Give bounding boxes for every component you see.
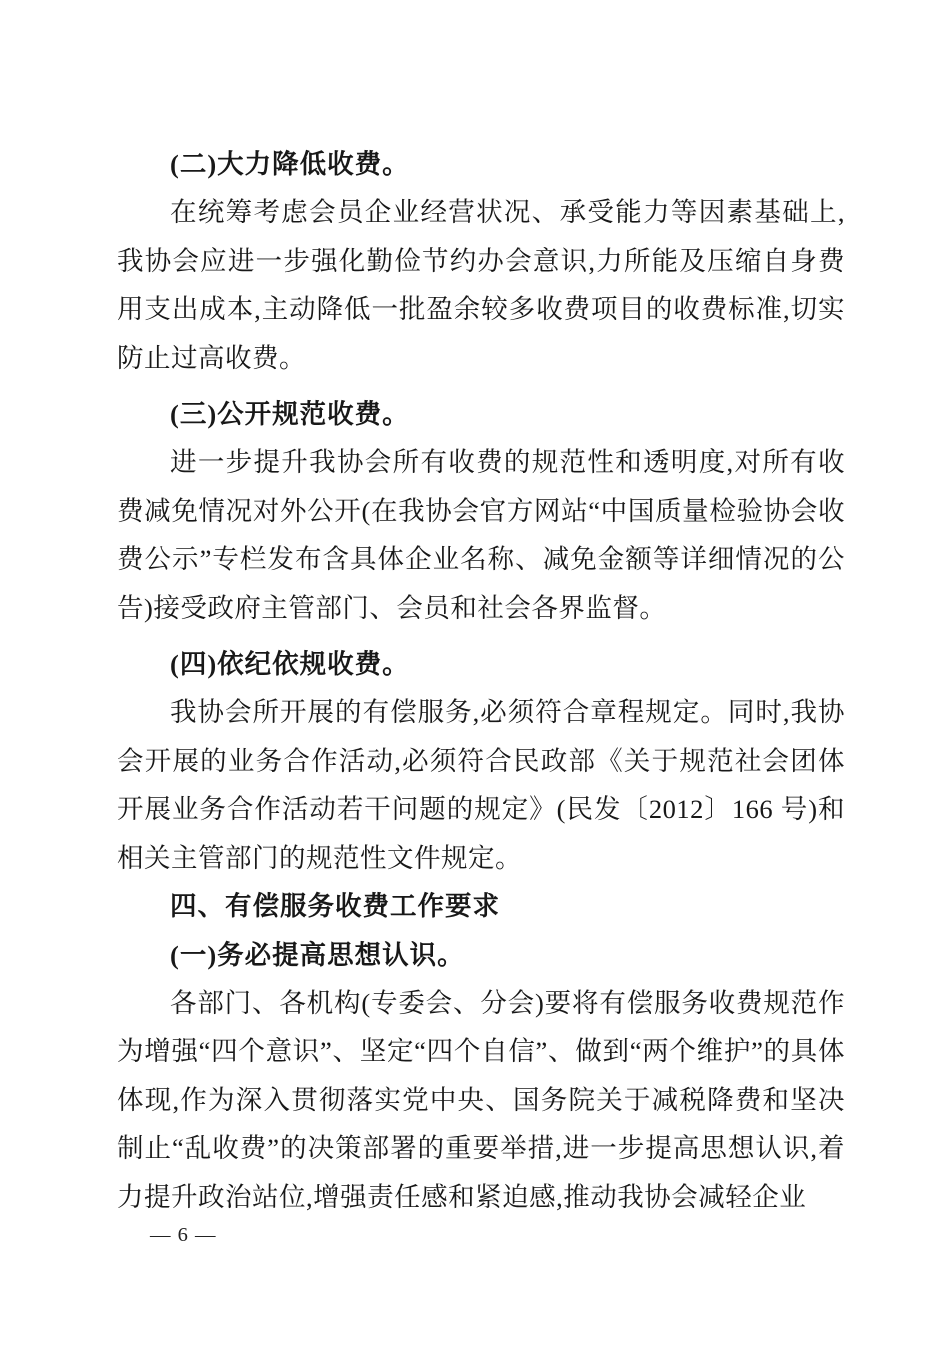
body-paragraph-raise-awareness: 各部门、各机构(专委会、分会)要将有偿服务收费规范作为增强“四个意识”、坚定“四个自信”、做到“两个维护”的具体体现,作为深入贯彻落实党中央、国务院关于减税降费和坚决制止“乱收费”的决策部署的重要举措,进一步提高思想认识,着力提升政治站位,增强责任感和紧迫感,推动我协会减轻企业 bbox=[117, 987, 845, 1212]
section-heading-1-raise-awareness: (一)务必提高思想认识。 bbox=[170, 939, 465, 970]
section-heading-2-reduce-fees: (二)大力降低收费。 bbox=[170, 149, 410, 179]
body-paragraph-reduce-fees: 在统筹考虑会员企业经营状况、承受能力等因素基础上,我协会应进一步强化勤俭节约办会意识,力所能及压缩自身费用支出成本,主动降低一批盈余较多收费项目的收费标准,切实防止过高收费。 bbox=[117, 197, 845, 373]
chapter-heading-paid-service-requirements: 四、有偿服务收费工作要求 bbox=[170, 891, 500, 922]
body-paragraph-compliant-fees: 我协会所开展的有偿服务,必须符合章程规定。同时,我协会开展的业务合作活动,必须符合民政部《关于规范社会团体开展业务合作活动若干问题的规定》(民发〔2012〕166 号)和相关主管部门的规范性文件规定。 bbox=[117, 697, 845, 873]
section-heading-3-open-standard-fees: (三)公开规范收费。 bbox=[170, 399, 410, 430]
body-paragraph-open-standard-fees: 进一步提升我协会所有收费的规范性和透明度,对所有收费减免情况对外公开(在我协会官方网站“中国质量检验协会收费公示”专栏发布含具体企业名称、减免金额等详细情况的公告)接受政府主管部门、会员和社会各界监督。 bbox=[117, 447, 845, 623]
section-heading-4-compliant-fees: (四)依纪依规收费。 bbox=[170, 649, 410, 680]
page-number: — 6 — bbox=[150, 1223, 217, 1246]
document-body bbox=[117, 140, 845, 1221]
